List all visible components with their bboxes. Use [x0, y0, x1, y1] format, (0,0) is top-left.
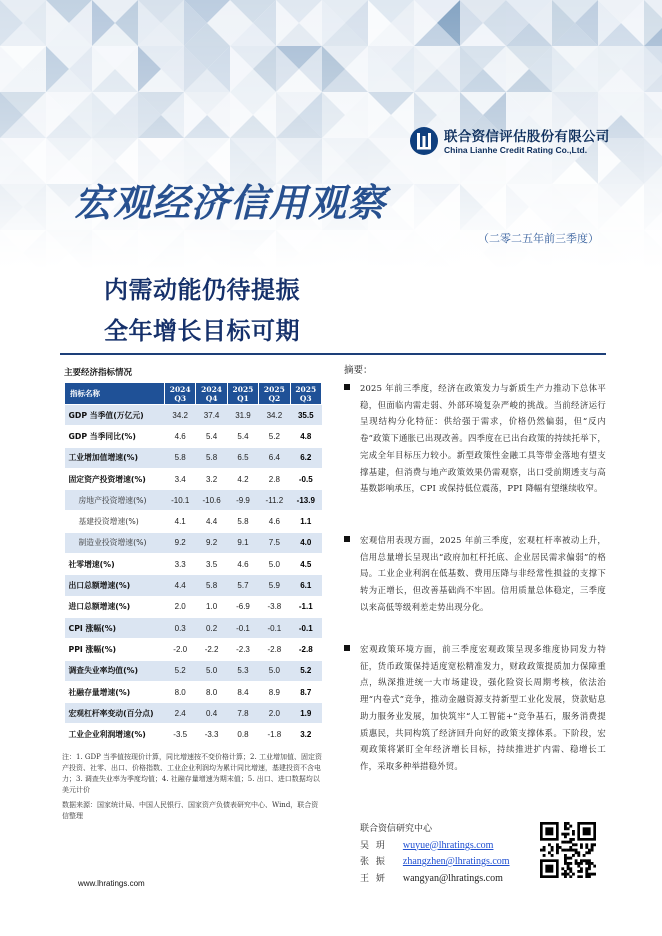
- qr-module: [564, 875, 567, 878]
- qr-module: [564, 854, 567, 857]
- qr-module: [569, 825, 572, 828]
- table-row: [65, 447, 322, 468]
- qr-module: [543, 854, 546, 857]
- table-row: [65, 724, 322, 745]
- table-header-col: 2025 Q1: [227, 383, 258, 405]
- qr-module: [591, 849, 594, 852]
- indicator-value: 34.2: [165, 405, 196, 426]
- qr-module: [575, 843, 578, 846]
- table-row: [65, 554, 322, 575]
- qr-module: [559, 846, 562, 849]
- qr-module: [569, 857, 572, 860]
- qr-module: [561, 833, 564, 836]
- qr-module: [593, 873, 596, 876]
- qr-module: [548, 851, 551, 854]
- qr-finder: [545, 827, 553, 835]
- indicator-name: 工业增加值增速(%): [65, 447, 165, 468]
- indicator-value: 31.9: [227, 405, 258, 426]
- indicator-value: 5.4: [196, 426, 227, 447]
- qr-module: [569, 862, 572, 865]
- contact-org: 联合资信研究中心: [360, 824, 433, 834]
- indicator-value: 2.0: [165, 596, 196, 617]
- indicator-value: -0.5: [290, 468, 321, 489]
- table-header-name: 指标名称: [65, 383, 165, 405]
- indicator-value: 6.4: [259, 447, 290, 468]
- summary-title: 摘要：: [344, 365, 373, 376]
- indicator-value: -10.6: [196, 490, 227, 511]
- indicator-name: 工业企业利润增速(%): [65, 724, 165, 745]
- indicator-value: 9.1: [227, 532, 258, 553]
- qr-module: [577, 854, 580, 857]
- indicator-value: 8.7: [290, 681, 321, 702]
- indicator-value: 4.5: [290, 554, 321, 575]
- indicator-value: 5.2: [290, 660, 321, 681]
- qr-module: [585, 873, 588, 876]
- indicator-value: 6.1: [290, 575, 321, 596]
- indicator-name: PPI 涨幅(%): [65, 639, 165, 660]
- qr-module: [543, 846, 546, 849]
- qr-module: [556, 849, 559, 852]
- indicator-value: -9.9: [227, 490, 258, 511]
- bullet-square-icon: [344, 384, 350, 390]
- brand-name-en: China Lianhe Credit Rating Co.,Ltd.: [444, 145, 588, 155]
- indicator-name: 房地产投资增速(%): [65, 490, 165, 511]
- qr-module: [575, 862, 578, 865]
- contact-row: [360, 838, 510, 855]
- qr-module: [575, 849, 578, 852]
- indicator-value: 37.4: [196, 405, 227, 426]
- qr-module: [572, 838, 575, 841]
- qr-module: [569, 838, 572, 841]
- qr-module: [580, 846, 583, 849]
- contact-email: wangyan@lhratings.com: [402, 872, 503, 884]
- indicator-name: GDP 当季值(万亿元): [65, 405, 165, 426]
- qr-module: [567, 873, 570, 876]
- indicator-value: 2.4: [165, 703, 196, 724]
- indicator-value: 3.3: [165, 554, 196, 575]
- indicator-value: 3.2: [196, 468, 227, 489]
- qr-module: [580, 867, 583, 870]
- table-notes: 注：1. GDP 当季值按现价计算，同比增速按不变价格计算；2. 工业增加值、固定资产投资、社零、出口、价格指数、工业企业利润均为累计同比增速，基建投资不含电力；3. 调查失业率为季度均值；4. 社融存量增速为期末值；5. 出口、进口数据均以美元计价: [62, 753, 322, 794]
- table-title: 主要经济指标情况: [64, 368, 133, 378]
- qr-module: [591, 846, 594, 849]
- qr-module: [567, 841, 570, 844]
- qr-module: [591, 843, 594, 846]
- indicator-value: 4.0: [290, 532, 321, 553]
- qr-module: [577, 851, 580, 854]
- indicator-value: 5.7: [227, 575, 258, 596]
- qr-module: [551, 849, 554, 852]
- qr-module: [577, 875, 580, 878]
- indicator-value: 0.2: [196, 617, 227, 638]
- indicator-value: 2.8: [259, 468, 290, 489]
- qr-module: [551, 846, 554, 849]
- indicator-value: 4.1: [165, 511, 196, 532]
- indicator-name: 固定资产投资增速(%): [65, 468, 165, 489]
- qr-module: [588, 865, 591, 868]
- indicator-value: 4.6: [165, 426, 196, 447]
- indicator-value: 6.2: [290, 447, 321, 468]
- indicator-name: 社融存量增速(%): [65, 681, 165, 702]
- qr-module: [572, 873, 575, 876]
- indicator-value: -10.1: [165, 490, 196, 511]
- table-row: [65, 405, 322, 426]
- indicator-value: 3.2: [290, 724, 321, 745]
- qr-module: [575, 851, 578, 854]
- indicator-value: 5.8: [196, 447, 227, 468]
- indicator-value: -0.1: [290, 617, 321, 638]
- headline-line-2: 全年增长目标可期: [104, 316, 300, 345]
- qr-module: [551, 854, 554, 857]
- report-title: 宏观经济信用观察: [74, 181, 387, 225]
- qr-module: [540, 849, 543, 852]
- indicator-name: GDP 当季同比(%): [65, 426, 165, 447]
- indicator-name: 社零增速(%): [65, 554, 165, 575]
- indicator-value: 2.0: [259, 703, 290, 724]
- qr-module: [564, 825, 567, 828]
- indicator-value: -2.0: [165, 639, 196, 660]
- indicator-value: 4.6: [259, 511, 290, 532]
- report-period: （二零二五年前三季度）: [478, 232, 599, 245]
- indicator-value: -2.3: [227, 639, 258, 660]
- indicator-value: 4.2: [227, 468, 258, 489]
- qr-module: [564, 841, 567, 844]
- qr-module: [588, 875, 591, 878]
- qr-finder: [545, 865, 553, 873]
- summary-paragraph: 2025 年前三季度，经济在政策发力与新质生产力推动下总体平稳，但面临内需走弱、外部环境复杂严峻的挑战。当前经济运行呈现结构分化特征：供给强于需求，价格仍然偏弱，但“反内卷”政策下通胀已出现改善。四季度在已出台政策的持续托举下，完成全年目标压力较小。新型政策性金融工具等带金落地有望支撑基建，但消费与地产政策效果仍需观察，出口受前期透支与高基数影响承压，CPI 或保持低位震荡，PPI 降幅有望继续收窄。: [360, 383, 606, 494]
- qr-module: [548, 843, 551, 846]
- indicator-value: -1.1: [290, 596, 321, 617]
- qr-module: [588, 859, 591, 862]
- table-header-row: [65, 383, 322, 405]
- qr-module: [588, 862, 591, 865]
- indicator-table: [64, 382, 322, 746]
- qr-module: [561, 867, 564, 870]
- qr-module: [580, 870, 583, 873]
- indicator-value: -2.8: [290, 639, 321, 660]
- bullet-square-icon: [344, 536, 350, 542]
- indicator-name: 调查失业率均值(%): [65, 660, 165, 681]
- indicator-value: 0.4: [196, 703, 227, 724]
- qr-module: [569, 841, 572, 844]
- bullet-square-icon: [344, 645, 350, 651]
- qr-module: [572, 833, 575, 836]
- indicator-value: 5.0: [196, 660, 227, 681]
- indicator-value: 1.9: [290, 703, 321, 724]
- indicator-value: -3.8: [259, 596, 290, 617]
- table-header-col: 2024 Q4: [196, 383, 227, 405]
- indicator-value: 7.5: [259, 532, 290, 553]
- indicator-name: 出口总额增速(%): [65, 575, 165, 596]
- contact-name: 吴 玥: [360, 840, 387, 851]
- indicator-value: -3.5: [165, 724, 196, 745]
- qr-module: [567, 862, 570, 865]
- contact-row: [360, 854, 510, 871]
- qr-module: [588, 851, 591, 854]
- qr-code-icon: [540, 822, 596, 878]
- contact-name: 王 妍: [360, 873, 387, 884]
- table-header-col: 2025 Q2: [259, 383, 290, 405]
- indicator-value: 9.2: [165, 532, 196, 553]
- indicator-value: -0.1: [259, 617, 290, 638]
- qr-module: [580, 875, 583, 878]
- qr-module: [567, 865, 570, 868]
- qr-module: [567, 827, 570, 830]
- table-row: [65, 468, 322, 489]
- indicator-value: 7.8: [227, 703, 258, 724]
- indicator-value: 35.5: [290, 405, 321, 426]
- qr-module: [572, 830, 575, 833]
- table-row: [65, 532, 322, 553]
- qr-module: [591, 862, 594, 865]
- qr-module: [585, 875, 588, 878]
- indicator-value: -2.8: [259, 639, 290, 660]
- qr-module: [569, 875, 572, 878]
- contact-email-link[interactable]: zhangzhen@lhratings.com: [402, 856, 510, 867]
- indicator-name: CPI 涨幅(%): [65, 617, 165, 638]
- qr-module: [569, 849, 572, 852]
- qr-module: [564, 870, 567, 873]
- qr-module: [567, 822, 570, 825]
- indicator-value: 8.0: [196, 681, 227, 702]
- table-row: [65, 596, 322, 617]
- table-row: [65, 703, 322, 724]
- contact-email-link[interactable]: wuyue@lhratings.com: [402, 839, 494, 851]
- indicator-value: 5.2: [165, 660, 196, 681]
- qr-module: [543, 849, 546, 852]
- indicator-value: 5.4: [227, 426, 258, 447]
- qr-module: [564, 849, 567, 852]
- indicator-value: 8.9: [259, 681, 290, 702]
- indicator-name: 进口总额增速(%): [65, 596, 165, 617]
- indicator-value: 1.1: [290, 511, 321, 532]
- indicator-value: -13.9: [290, 490, 321, 511]
- indicator-value: 0.3: [165, 617, 196, 638]
- contact-block: [360, 822, 510, 887]
- qr-module: [575, 859, 578, 862]
- table-header-col: 2024 Q3: [165, 383, 196, 405]
- indicator-value: 9.2: [196, 532, 227, 553]
- qr-module: [593, 865, 596, 868]
- indicator-value: -3.3: [196, 724, 227, 745]
- qr-module: [588, 849, 591, 852]
- table-row: [65, 490, 322, 511]
- qr-module: [585, 870, 588, 873]
- indicator-value: 8.0: [165, 681, 196, 702]
- qr-module: [585, 867, 588, 870]
- qr-module: [556, 843, 559, 846]
- qr-module: [572, 854, 575, 857]
- qr-module: [564, 833, 567, 836]
- qr-finder: [583, 827, 591, 835]
- brand-name-cn: 联合资信评估股份有限公司: [444, 129, 610, 145]
- indicator-value: 5.3: [227, 660, 258, 681]
- indicator-value: 3.4: [165, 468, 196, 489]
- qr-module: [585, 846, 588, 849]
- website-link[interactable]: www.lhratings.com: [78, 879, 145, 888]
- qr-module: [580, 859, 583, 862]
- indicator-value: -11.2: [259, 490, 290, 511]
- contact-name: 张 振: [360, 857, 387, 867]
- table-row: [65, 426, 322, 447]
- brand-logo: [410, 125, 610, 161]
- indicator-value: 5.8: [196, 575, 227, 596]
- qr-module: [591, 873, 594, 876]
- table-row: [65, 511, 322, 532]
- indicator-value: 6.5: [227, 447, 258, 468]
- qr-module: [585, 843, 588, 846]
- qr-module: [561, 841, 564, 844]
- summary-bullet: [344, 641, 606, 775]
- qr-module: [577, 865, 580, 868]
- qr-module: [572, 849, 575, 852]
- qr-module: [564, 822, 567, 825]
- contact-row: [360, 871, 510, 888]
- indicator-value: 5.9: [259, 575, 290, 596]
- indicator-value: -2.2: [196, 639, 227, 660]
- indicator-value: -0.1: [227, 617, 258, 638]
- qr-module: [577, 870, 580, 873]
- qr-module: [585, 859, 588, 862]
- indicator-name: 宏观杠杆率变动(百分点): [65, 703, 165, 724]
- qr-module: [569, 870, 572, 873]
- brand-emblem-icon: [410, 127, 438, 155]
- table-row: [65, 617, 322, 638]
- indicator-value: 5.0: [259, 554, 290, 575]
- indicator-value: 4.4: [196, 511, 227, 532]
- qr-module: [577, 862, 580, 865]
- qr-module: [585, 862, 588, 865]
- indicator-value: 4.6: [227, 554, 258, 575]
- qr-module: [564, 835, 567, 838]
- qr-module: [556, 851, 559, 854]
- qr-module: [567, 867, 570, 870]
- indicator-value: -1.8: [259, 724, 290, 745]
- summary-paragraph: 宏观信用表现方面，2025 年前三季度，宏观杠杆率被动上升，信用总量增长呈现出“政府加杠杆托底、企业居民需求偏弱”的格局。工业企业利润在低基数、费用压降与非经常性损益的支撑下转为正增长，但改善基础尚不牢固。信用质量总体稳定，三季度以来高低等级利差走势出现分化。: [360, 535, 606, 612]
- indicator-name: 基建投资增速(%): [65, 511, 165, 532]
- indicator-value: 5.8: [165, 447, 196, 468]
- summary-paragraph: 宏观政策环境方面，前三季度宏观政策呈现多维度协同发力特征，货币政策保持适度宽松精准发力，财政政策提质加力保障重点，纵深推进统一大市场建设，强化险资长周期考核，依法治理“内卷式”竞争，推动金融资源支持新型工业化发展，贷款贴息助力服务业发展，加快筑牢“人工智能+”竞争基石，服务消费提质惠民，共同构筑了经济回升向好的政策支撑体系。下阶段，宏观政策将紧盯全年经济增长目标，持续推进扩内需、稳增长工作，采取多种举措稳外贸。: [360, 644, 606, 771]
- table-row: [65, 660, 322, 681]
- qr-module: [583, 859, 586, 862]
- qr-module: [567, 833, 570, 836]
- qr-module: [580, 843, 583, 846]
- qr-module: [556, 846, 559, 849]
- indicator-value: 5.8: [227, 511, 258, 532]
- headline-line-1: 内需动能仍待提振: [104, 275, 300, 304]
- qr-module: [572, 843, 575, 846]
- qr-module: [567, 857, 570, 860]
- table-row: [65, 639, 322, 660]
- qr-module: [561, 849, 564, 852]
- qr-module: [564, 857, 567, 860]
- summary-bullet: [344, 532, 606, 616]
- qr-module: [564, 862, 567, 865]
- qr-module: [569, 846, 572, 849]
- indicator-name: 制造业投资增速(%): [65, 532, 165, 553]
- qr-module: [583, 854, 586, 857]
- qr-module: [588, 873, 591, 876]
- qr-module: [580, 862, 583, 865]
- indicator-value: -6.9: [227, 596, 258, 617]
- indicator-value: 34.2: [259, 405, 290, 426]
- indicator-value: 5.0: [259, 660, 290, 681]
- indicator-value: 4.8: [290, 426, 321, 447]
- qr-module: [567, 849, 570, 852]
- indicator-value: 0.8: [227, 724, 258, 745]
- table-row: [65, 575, 322, 596]
- table-header-col: 2025 Q3: [290, 383, 321, 405]
- indicator-value: 5.2: [259, 426, 290, 447]
- summary-bullet: [344, 380, 606, 497]
- indicator-value: 1.0: [196, 596, 227, 617]
- qr-module: [569, 867, 572, 870]
- qr-module: [564, 827, 567, 830]
- qr-module: [593, 843, 596, 846]
- table-row: [65, 681, 322, 702]
- qr-module: [564, 859, 567, 862]
- indicator-value: 8.4: [227, 681, 258, 702]
- indicator-value: 3.5: [196, 554, 227, 575]
- qr-module: [564, 873, 567, 876]
- data-source: 数据来源：国家统计局、中国人民银行、国家资产负债表研究中心、Wind，联合资信整理: [62, 801, 319, 820]
- indicator-value: 4.4: [165, 575, 196, 596]
- qr-module: [588, 867, 591, 870]
- section-divider: [60, 353, 606, 355]
- qr-module: [561, 873, 564, 876]
- qr-module: [585, 851, 588, 854]
